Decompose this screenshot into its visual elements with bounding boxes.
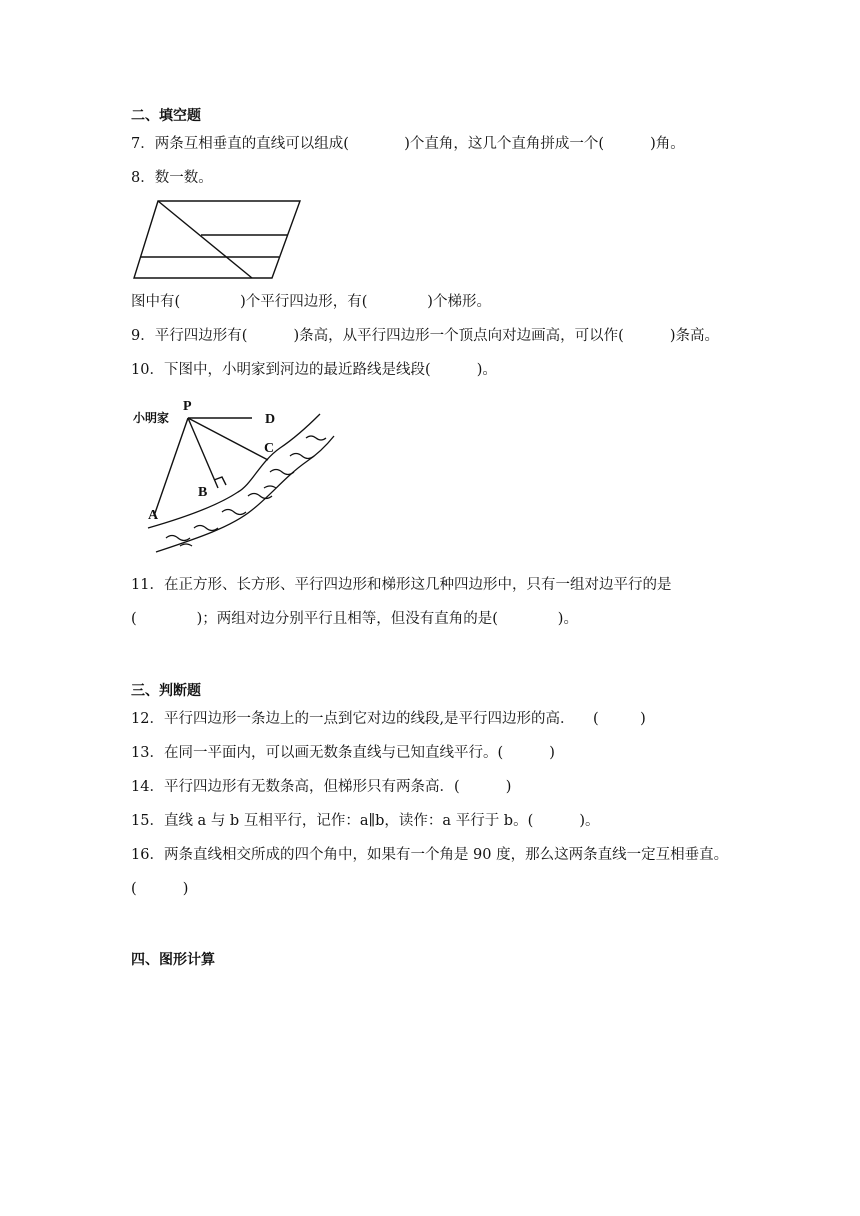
question-13: 13．在同一平面内，可以画无数条直线与已知直线平行。( ) [131,745,555,761]
point-label-B: B [198,485,208,500]
parallelogram-figure [130,198,305,282]
segment-PC [188,418,268,460]
point-label-P: P [183,399,192,414]
question-11-line1: 11．在正方形、长方形、平行四边形和梯形这几种四边形中，只有一组对边平行的是 [131,577,672,593]
section-heading-fill-blank: 二、填空题 [131,108,201,124]
segment-PA [154,418,188,516]
parallelogram-outline [134,201,300,278]
river-lower-bank [156,436,334,552]
question-11-line2: ( )；两组对边分别平行且相等，但没有直角的是( )。 [131,611,578,627]
question-15: 15．直线 a 与 b 互相平行，记作：a∥b，读作：a 平行于 b。( )。 [131,813,600,829]
question-9: 9．平行四边形有( )条高，从平行四边形一个顶点向对边画高，可以作( )条高。 [131,328,720,344]
question-16-line2: ( ) [131,881,189,897]
point-label-A: A [148,508,159,523]
section-heading-true-false: 三、判断题 [131,683,201,699]
point-label-D: D [265,412,276,427]
question-14: 14．平行四边形有无数条高，但梯形只有两条高．( ) [131,779,512,795]
question-7: 7．两条互相垂直的直线可以组成( )个直角，这几个直角拼成一个( )角。 [131,136,685,152]
question-16-line1: 16．两条直线相交所成的四个角中，如果有一个角是 90 度，那么这两条直线一定互相垂直。 [131,847,729,863]
segment-PB [188,418,218,488]
home-label: 小明家 [133,411,170,425]
question-12: 12．平行四边形一条边上的一点到它对边的线段,是平行四边形的高． ( ) [131,711,646,727]
section-heading-figure-calculation: 四、图形计算 [131,952,215,968]
question-8-answer: 图中有( )个平行四边形，有( )个梯形。 [131,294,491,310]
point-label-C: C [264,441,275,456]
question-8: 8．数一数。 [131,170,213,186]
question-10: 10．下图中，小明家到河边的最近路线是线段( )。 [131,362,497,378]
river-route-figure [130,392,340,554]
diagonal-segment [158,201,252,278]
